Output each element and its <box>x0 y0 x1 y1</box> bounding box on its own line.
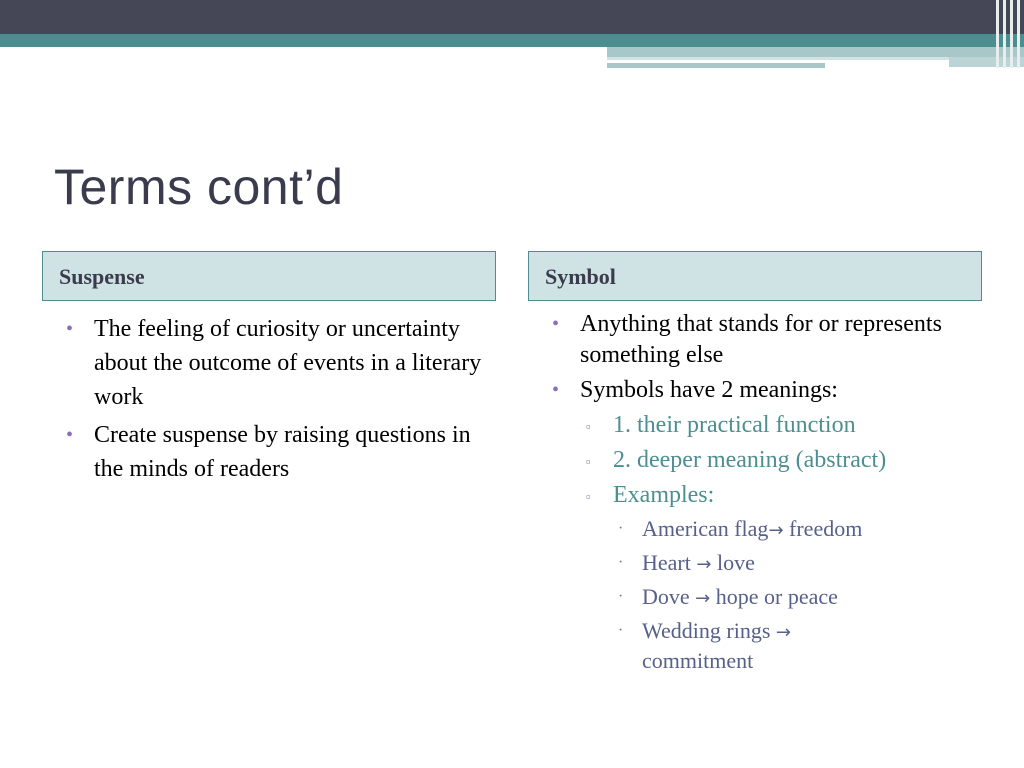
bullet-dot-icon: • <box>66 424 74 446</box>
bullet-dot-icon: • <box>66 318 74 340</box>
small-dot-icon: · <box>618 554 624 571</box>
example-term: Dove <box>642 584 696 609</box>
teal-accent-bar <box>0 34 1024 47</box>
list-item-text: Symbols have 2 meanings: <box>580 377 838 403</box>
example-item <box>552 617 982 675</box>
example-term: Heart <box>642 550 697 575</box>
list-item <box>66 418 496 486</box>
example-term: Wedding rings <box>642 618 776 643</box>
sub-list-item-text: 1. their practical function <box>613 412 856 438</box>
symbol-content <box>552 309 982 679</box>
list-item <box>66 312 496 414</box>
small-dot-icon: · <box>618 520 624 537</box>
sub-list-item-text: Examples: <box>613 482 715 508</box>
decorative-stripe <box>607 63 825 68</box>
square-bullet-icon: ▫ <box>586 419 591 434</box>
arrow-right-icon: → <box>768 520 784 541</box>
decorative-stripe <box>607 57 949 60</box>
decorative-vertical-bars <box>994 0 1024 68</box>
square-bullet-icon: ▫ <box>586 489 591 504</box>
example-term: American flag <box>642 516 769 541</box>
bullet-dot-icon: • <box>552 379 560 401</box>
suspense-content <box>66 312 496 490</box>
decorative-stripe <box>607 47 1024 57</box>
example-item <box>552 549 982 579</box>
small-dot-icon: · <box>618 588 624 605</box>
list-item-text: Create suspense by raising questions in the minds of readers <box>94 422 471 482</box>
list-item-text: The feeling of curiosity or uncertainty about the outcome of events in a literary work <box>94 316 482 410</box>
sub-list-item-text: 2. deeper meaning (abstract) <box>613 447 887 473</box>
sub-list-item <box>552 480 982 511</box>
bullet-list <box>66 312 496 486</box>
page-title: Terms cont’d <box>54 159 344 215</box>
list-item-text: Anything that stands for or represents something else <box>580 311 942 368</box>
arrow-right-icon: → <box>695 588 711 609</box>
top-dark-band <box>0 0 1024 34</box>
sub-list-item <box>552 445 982 476</box>
example-meaning: hope or peace <box>710 584 838 609</box>
arrow-right-icon: → <box>696 554 712 575</box>
example-item <box>552 583 982 613</box>
list-item <box>552 375 982 406</box>
example-meaning: freedom <box>783 516 863 541</box>
column-header-suspense: Suspense <box>42 251 496 301</box>
arrow-right-icon: → <box>775 622 791 643</box>
example-meaning: love <box>711 550 755 575</box>
square-bullet-icon: ▫ <box>586 454 591 469</box>
small-dot-icon: · <box>618 622 624 639</box>
sub-list-item <box>552 410 982 441</box>
bullet-dot-icon: • <box>552 313 560 335</box>
example-item <box>552 515 982 545</box>
list-item <box>552 309 982 371</box>
example-meaning: commitment <box>642 648 754 673</box>
column-header-symbol: Symbol <box>528 251 982 301</box>
bullet-list <box>552 309 982 675</box>
